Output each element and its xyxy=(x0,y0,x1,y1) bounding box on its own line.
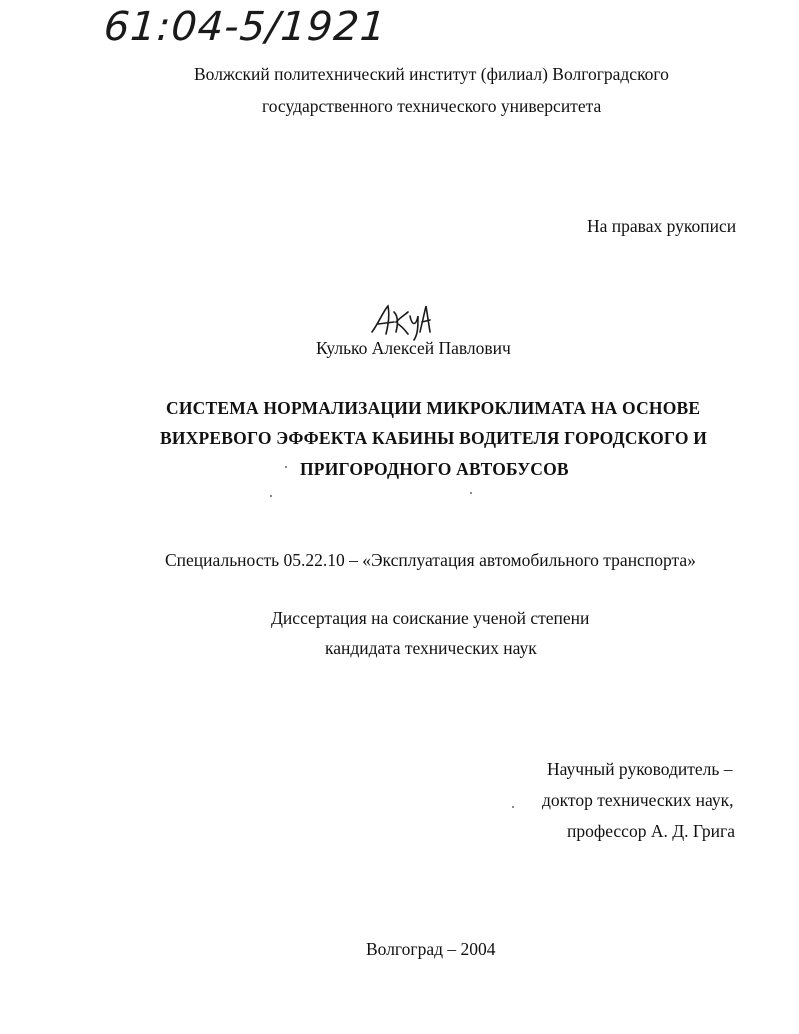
author-name: Кулько Алексей Павлович xyxy=(316,338,511,358)
advisor-line-1: Научный руководитель – xyxy=(547,759,733,779)
dissertation-line-2: кандидата технических наук xyxy=(325,638,537,658)
scan-speck xyxy=(285,466,287,468)
city-year: Волгоград – 2004 xyxy=(366,939,496,959)
title-line-3: ПРИГОРОДНОГО АВТОБУСОВ xyxy=(300,459,569,479)
institution-line-1: Волжский политехнический институт (филиал) Волгоградского xyxy=(194,64,669,84)
scan-speck xyxy=(512,806,514,808)
advisor-line-2: доктор технических наук, xyxy=(542,790,734,810)
archive-number-handwritten: 61:04-5/1921 xyxy=(102,4,389,50)
specialty: Специальность 05.22.10 – «Эксплуатация автомобильного транспорта» xyxy=(165,550,696,570)
dissertation-line-1: Диссертация на соискание ученой степени xyxy=(271,608,590,628)
title-line-1: СИСТЕМА НОРМАЛИЗАЦИИ МИКРОКЛИМАТА НА ОСНОВЕ xyxy=(166,398,701,418)
institution-line-2: государственного технического университета xyxy=(262,96,602,116)
scan-speck xyxy=(470,492,472,494)
title-line-2: ВИХРЕВОГО ЭФФЕКТА КАБИНЫ ВОДИТЕЛЯ ГОРОДСКОГО И xyxy=(160,428,708,448)
advisor-line-3: профессор А. Д. Грига xyxy=(567,821,735,841)
author-signature xyxy=(368,302,432,342)
manuscript-rights: На правах рукописи xyxy=(587,216,737,236)
scan-speck xyxy=(270,495,272,497)
